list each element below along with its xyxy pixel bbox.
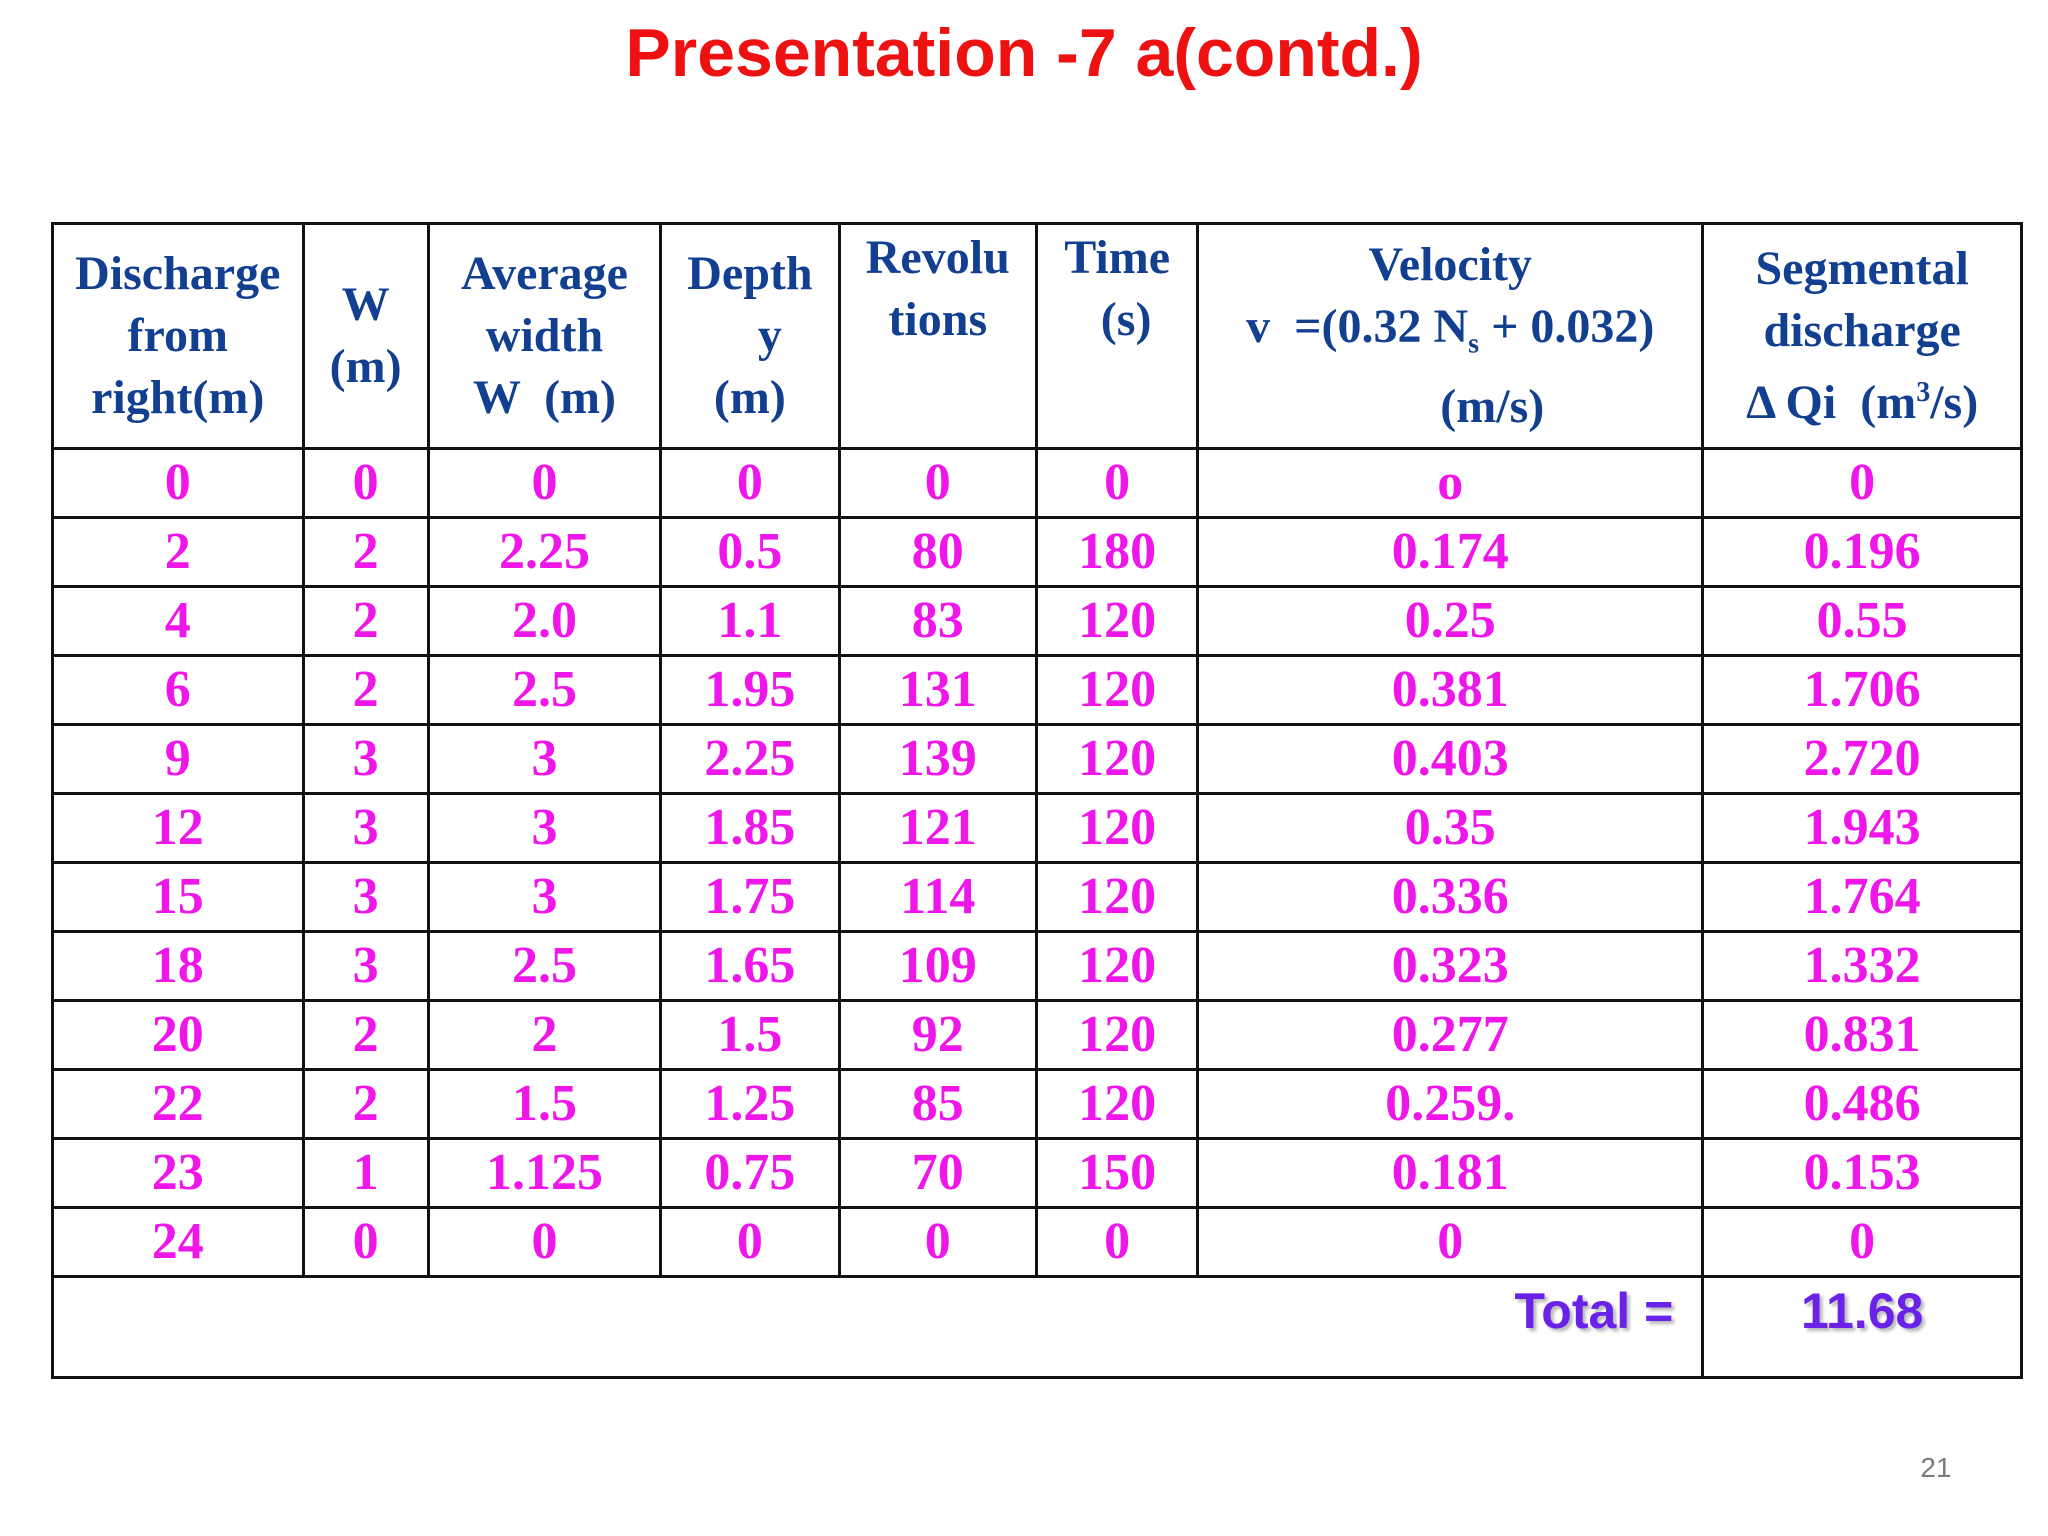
header-time: Time (s) — [1036, 224, 1197, 449]
cell-time: 120 — [1036, 794, 1197, 863]
cell-revolutions: 0 — [839, 449, 1036, 518]
cell-distance: 9 — [53, 725, 304, 794]
cell-revolutions: 80 — [839, 518, 1036, 587]
cell-segmental-discharge: 1.332 — [1703, 932, 2022, 1001]
cell-segmental-discharge: 0.153 — [1703, 1139, 2022, 1208]
cell-time: 120 — [1036, 656, 1197, 725]
cell-segmental-discharge: 1.764 — [1703, 863, 2022, 932]
cell-depth: 1.65 — [661, 932, 839, 1001]
header-distance: Discharge from right(m) — [53, 224, 304, 449]
table-row — [53, 1139, 2022, 1208]
cell-segmental-discharge: 0.55 — [1703, 587, 2022, 656]
cell-depth: 1.95 — [661, 656, 839, 725]
cell-depth: 1.5 — [661, 1001, 839, 1070]
table-row — [53, 1070, 2022, 1139]
header-w: W (m) — [303, 224, 428, 449]
cell-velocity: 0.323 — [1198, 932, 1703, 1001]
cell-segmental-discharge: 0 — [1703, 449, 2022, 518]
cell-velocity: o — [1198, 449, 1703, 518]
cell-w: 3 — [303, 725, 428, 794]
cell-average-width: 1.5 — [428, 1070, 660, 1139]
cell-velocity: 0 — [1198, 1208, 1703, 1277]
cell-average-width: 2.0 — [428, 587, 660, 656]
cell-velocity: 0.336 — [1198, 863, 1703, 932]
cell-w: 0 — [303, 449, 428, 518]
cell-depth: 0.5 — [661, 518, 839, 587]
cell-depth: 0.75 — [661, 1139, 839, 1208]
cell-segmental-discharge: 0.486 — [1703, 1070, 2022, 1139]
cell-revolutions: 83 — [839, 587, 1036, 656]
cell-average-width: 2.25 — [428, 518, 660, 587]
cell-time: 0 — [1036, 449, 1197, 518]
cell-w: 2 — [303, 1001, 428, 1070]
total-value-cell — [1703, 1277, 2022, 1378]
cell-average-width: 3 — [428, 863, 660, 932]
cell-average-width: 3 — [428, 725, 660, 794]
cell-revolutions: 85 — [839, 1070, 1036, 1139]
total-label-cell — [53, 1277, 1703, 1378]
cell-average-width: 1.125 — [428, 1139, 660, 1208]
table-header-row — [53, 224, 2022, 449]
cell-w: 3 — [303, 794, 428, 863]
cell-w: 2 — [303, 656, 428, 725]
table-row — [53, 725, 2022, 794]
cell-time: 120 — [1036, 1001, 1197, 1070]
cell-revolutions: 114 — [839, 863, 1036, 932]
cell-depth: 0 — [661, 449, 839, 518]
table-row — [53, 1001, 2022, 1070]
table-row — [53, 794, 2022, 863]
cell-distance: 15 — [53, 863, 304, 932]
cell-segmental-discharge: 0 — [1703, 1208, 2022, 1277]
cell-time: 120 — [1036, 587, 1197, 656]
cell-velocity: 0.259. — [1198, 1070, 1703, 1139]
table-row — [53, 449, 2022, 518]
cell-distance: 23 — [53, 1139, 304, 1208]
table-row — [53, 1208, 2022, 1277]
cell-w: 0 — [303, 1208, 428, 1277]
page-number: 21 — [1920, 1452, 1952, 1483]
cell-time: 0 — [1036, 1208, 1197, 1277]
table-row — [53, 863, 2022, 932]
table-row — [53, 587, 2022, 656]
table-row — [53, 656, 2022, 725]
cell-depth: 1.25 — [661, 1070, 839, 1139]
cell-average-width: 2.5 — [428, 656, 660, 725]
table-body — [53, 449, 2022, 1277]
header-average-width: Average width W (m) — [428, 224, 660, 449]
header-velocity: Velocity v =(0.32 $N_s + 0.032$) (m/s) — [1198, 224, 1703, 449]
cell-distance: 4 — [53, 587, 304, 656]
discharge-table — [51, 222, 2023, 1379]
cell-time: 120 — [1036, 1070, 1197, 1139]
header-depth: Depth y (m) — [661, 224, 839, 449]
cell-time: 150 — [1036, 1139, 1197, 1208]
cell-distance: 18 — [53, 932, 304, 1001]
cell-time: 180 — [1036, 518, 1197, 587]
cell-revolutions: 109 — [839, 932, 1036, 1001]
cell-depth: 1.85 — [661, 794, 839, 863]
cell-revolutions: 121 — [839, 794, 1036, 863]
table-row — [53, 932, 2022, 1001]
cell-average-width: 0 — [428, 1208, 660, 1277]
cell-time: 120 — [1036, 725, 1197, 794]
cell-average-width: 2.5 — [428, 932, 660, 1001]
cell-segmental-discharge: 1.706 — [1703, 656, 2022, 725]
cell-distance: 20 — [53, 1001, 304, 1070]
cell-velocity: 0.277 — [1198, 1001, 1703, 1070]
cell-w: 2 — [303, 1070, 428, 1139]
cell-distance: 12 — [53, 794, 304, 863]
header-revolutions: Revolu tions — [839, 224, 1036, 449]
cell-depth: 0 — [661, 1208, 839, 1277]
total-label: Total = — [1514, 1283, 1674, 1339]
cell-w: 2 — [303, 587, 428, 656]
cell-w: 2 — [303, 518, 428, 587]
cell-distance: 24 — [53, 1208, 304, 1277]
cell-distance: 0 — [53, 449, 304, 518]
cell-depth: 2.25 — [661, 725, 839, 794]
cell-segmental-discharge: 0.831 — [1703, 1001, 2022, 1070]
cell-w: 3 — [303, 863, 428, 932]
cell-average-width: 3 — [428, 794, 660, 863]
cell-velocity: 0.25 — [1198, 587, 1703, 656]
cell-revolutions: 131 — [839, 656, 1036, 725]
total-row — [53, 1277, 2022, 1378]
cell-revolutions: 92 — [839, 1001, 1036, 1070]
cell-average-width: 0 — [428, 449, 660, 518]
cell-depth: 1.75 — [661, 863, 839, 932]
cell-revolutions: 0 — [839, 1208, 1036, 1277]
cell-velocity: 0.403 — [1198, 725, 1703, 794]
cell-velocity: 0.181 — [1198, 1139, 1703, 1208]
cell-velocity: 0.174 — [1198, 518, 1703, 587]
total-value: 11.68 — [1800, 1283, 1924, 1339]
cell-depth: 1.1 — [661, 587, 839, 656]
cell-average-width: 2 — [428, 1001, 660, 1070]
slide-title: Presentation -7 a(contd.) — [625, 15, 1423, 91]
cell-segmental-discharge: 0.196 — [1703, 518, 2022, 587]
cell-distance: 6 — [53, 656, 304, 725]
cell-segmental-discharge: 2.720 — [1703, 725, 2022, 794]
cell-w: 1 — [303, 1139, 428, 1208]
cell-distance: 22 — [53, 1070, 304, 1139]
cell-w: 3 — [303, 932, 428, 1001]
cell-time: 120 — [1036, 863, 1197, 932]
cell-segmental-discharge: 1.943 — [1703, 794, 2022, 863]
cell-distance: 2 — [53, 518, 304, 587]
cell-revolutions: 70 — [839, 1139, 1036, 1208]
cell-revolutions: 139 — [839, 725, 1036, 794]
cell-time: 120 — [1036, 932, 1197, 1001]
header-segmental-discharge: Segmental discharge Δ Qi $(m^3/s)$ — [1703, 224, 2022, 449]
cell-velocity: 0.35 — [1198, 794, 1703, 863]
table-row — [53, 518, 2022, 587]
cell-velocity: 0.381 — [1198, 656, 1703, 725]
